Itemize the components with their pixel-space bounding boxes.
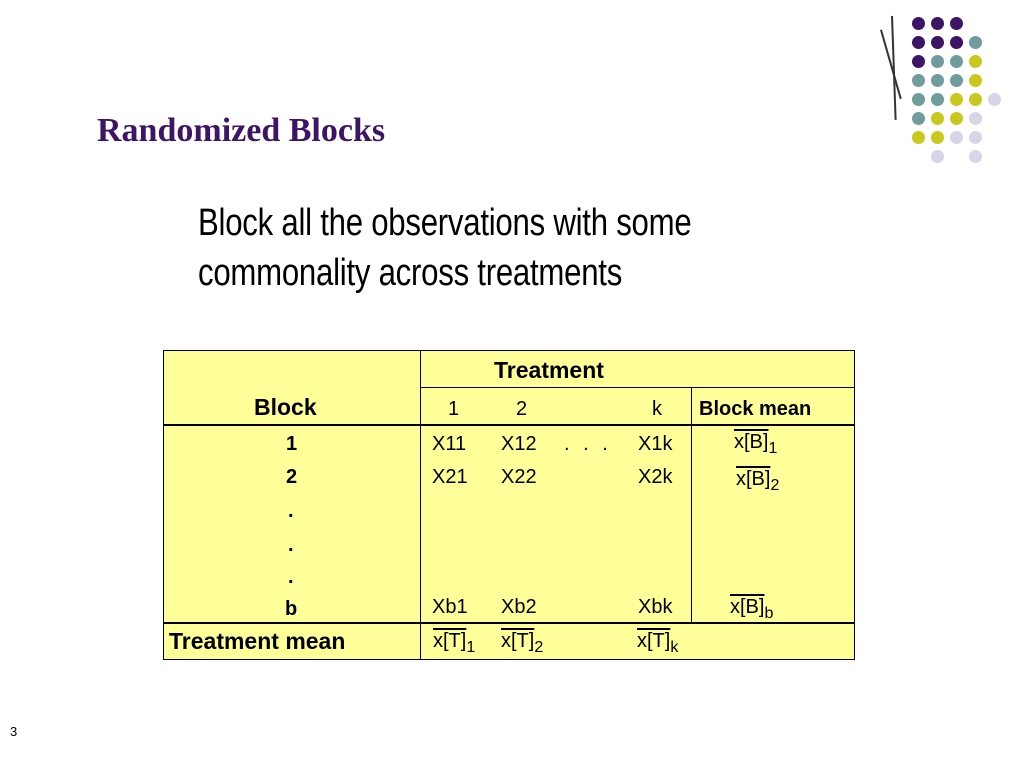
dot <box>969 112 982 125</box>
table-cell: X22 <box>501 466 537 488</box>
table-cell: X21 <box>432 466 468 488</box>
treatment-mean-value: x[T] <box>501 630 535 652</box>
treatment-mean-subscript: 2 <box>534 639 544 656</box>
table-cell: Xb2 <box>501 596 537 618</box>
block-mean-subscript: 2 <box>770 477 780 494</box>
dot <box>912 36 925 49</box>
slide-body-text <box>198 198 723 298</box>
row-label: b <box>285 598 298 620</box>
table-divider <box>164 424 854 426</box>
block-mean-subscript: 1 <box>768 440 778 457</box>
row-label: 2 <box>286 466 298 488</box>
dot <box>969 74 982 87</box>
dot <box>950 131 963 144</box>
dot <box>931 150 944 163</box>
block-mean-value: x[B] <box>736 468 771 490</box>
table-cell: . . . <box>564 433 612 455</box>
decorative-line-2 <box>891 16 897 120</box>
dot <box>912 55 925 68</box>
row-label: . <box>288 500 294 522</box>
dot <box>931 55 944 68</box>
dot <box>931 112 944 125</box>
slide-title: Randomized Blocks <box>97 112 386 149</box>
treatment-mean-cell <box>433 630 476 656</box>
block-mean-cell <box>736 468 780 494</box>
block-mean-cell <box>734 431 778 457</box>
table-cell: X2k <box>638 466 673 488</box>
dot <box>988 93 1001 106</box>
block-mean-value: x[B] <box>734 431 769 453</box>
block-mean-subscript: b <box>764 605 774 622</box>
treatment-header: Treatment <box>494 357 604 383</box>
block-header: Block <box>254 394 317 420</box>
table-cell: X1k <box>638 433 673 455</box>
table-cell: Xb1 <box>432 596 468 618</box>
table-cell: X12 <box>501 433 537 455</box>
dot <box>950 112 963 125</box>
dot <box>912 17 925 30</box>
treatment-mean-value: x[T] <box>637 630 671 652</box>
dot <box>950 74 963 87</box>
treatment-mean-cell <box>501 630 544 656</box>
row-label: . <box>288 566 294 588</box>
treatment-mean-subscript: 1 <box>466 639 476 656</box>
row-label: . <box>288 534 294 556</box>
block-mean-header: Block mean <box>699 398 812 420</box>
row-label: 1 <box>286 433 298 455</box>
body-line-2: commonality across treatments <box>198 252 623 294</box>
treatment-mean-subscript: k <box>670 639 679 656</box>
column-header-1: 1 <box>448 398 460 420</box>
dot <box>950 55 963 68</box>
column-header-k: k <box>652 398 662 420</box>
dot <box>969 150 982 163</box>
dot <box>912 93 925 106</box>
block-mean-value: x[B] <box>730 596 765 618</box>
randomized-block-table <box>163 350 855 660</box>
treatment-mean-cell <box>637 630 679 656</box>
dot <box>912 112 925 125</box>
dot <box>931 17 944 30</box>
treatment-mean-label: Treatment mean <box>169 628 346 654</box>
dot <box>950 17 963 30</box>
dot <box>931 131 944 144</box>
table-divider <box>164 622 854 624</box>
dot <box>969 131 982 144</box>
table-cell: Xbk <box>638 596 673 618</box>
block-mean-cell <box>730 596 774 622</box>
dot <box>969 36 982 49</box>
dot <box>950 93 963 106</box>
table-divider <box>420 351 421 659</box>
dot <box>950 36 963 49</box>
dot <box>931 93 944 106</box>
body-line-1: Block all the observations with some <box>198 202 692 244</box>
dot <box>912 74 925 87</box>
dot <box>912 131 925 144</box>
dot <box>969 55 982 68</box>
table-cell: X11 <box>432 433 467 455</box>
dot <box>931 36 944 49</box>
dot <box>931 74 944 87</box>
treatment-mean-value: x[T] <box>433 630 467 652</box>
dot <box>969 93 982 106</box>
page-number: 3 <box>10 724 18 739</box>
column-header-2: 2 <box>516 398 528 420</box>
table-divider <box>420 387 854 388</box>
